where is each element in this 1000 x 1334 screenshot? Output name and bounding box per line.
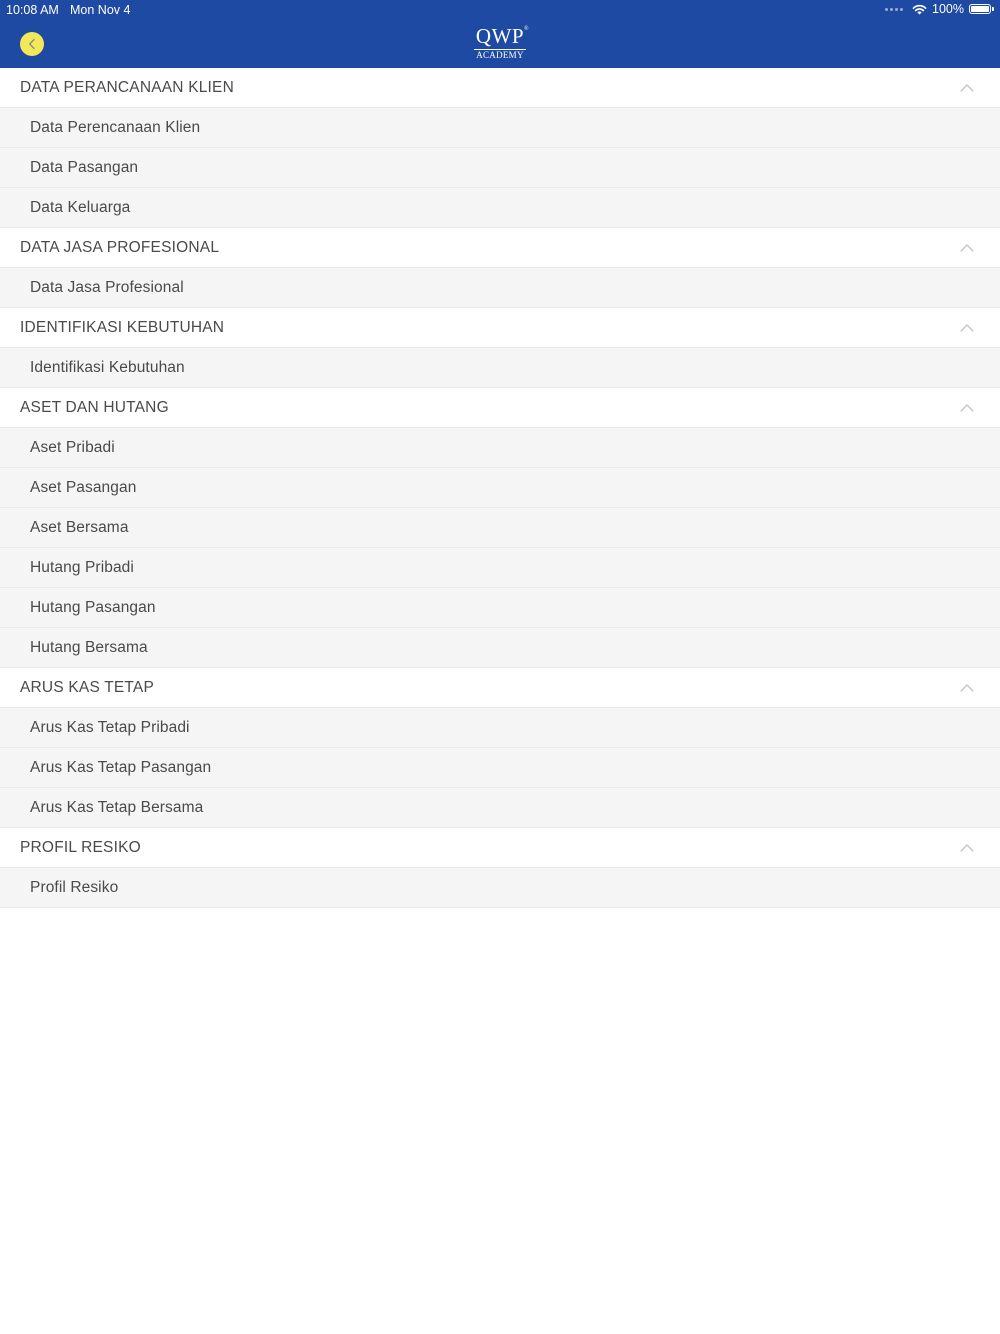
section-title: DATA PERANCANAAN KLIEN bbox=[20, 79, 234, 96]
list-item[interactable] bbox=[0, 468, 1000, 508]
list-item[interactable] bbox=[0, 188, 1000, 228]
section-title: ARUS KAS TETAP bbox=[20, 679, 155, 696]
list-item[interactable] bbox=[0, 348, 1000, 388]
list-item-label: Identifikasi Kebutuhan bbox=[30, 359, 185, 376]
chevron-up-icon[interactable] bbox=[960, 403, 974, 412]
wifi-icon bbox=[912, 4, 927, 15]
chevron-left-icon bbox=[27, 38, 37, 50]
chevron-up-icon[interactable] bbox=[960, 83, 974, 92]
chevron-up-icon[interactable] bbox=[960, 243, 974, 252]
list-item[interactable] bbox=[0, 428, 1000, 468]
list-item[interactable] bbox=[0, 708, 1000, 748]
list-item-label: Profil Resiko bbox=[30, 879, 119, 896]
section-header[interactable] bbox=[0, 228, 1000, 268]
list-item-label: Aset Pribadi bbox=[30, 439, 115, 456]
list-item[interactable] bbox=[0, 788, 1000, 828]
battery-icon bbox=[969, 4, 994, 14]
qwp-academy-logo bbox=[472, 26, 528, 60]
list-item[interactable] bbox=[0, 868, 1000, 908]
app-header bbox=[0, 0, 1000, 68]
section-header[interactable] bbox=[0, 308, 1000, 348]
logo-wordmark: QWP ® bbox=[475, 24, 530, 48]
list-item-label: Hutang Pribadi bbox=[30, 559, 134, 576]
battery-percent: 100% bbox=[932, 2, 964, 16]
list-item[interactable] bbox=[0, 748, 1000, 788]
list-item-label: Hutang Bersama bbox=[30, 639, 148, 656]
list-item[interactable] bbox=[0, 108, 1000, 148]
section-list bbox=[0, 68, 1000, 908]
logo-registered-mark: ® bbox=[524, 26, 530, 32]
section-header[interactable] bbox=[0, 388, 1000, 428]
list-item[interactable] bbox=[0, 628, 1000, 668]
chevron-up-icon[interactable] bbox=[960, 683, 974, 692]
list-item[interactable] bbox=[0, 508, 1000, 548]
status-time: 10:08 AM bbox=[6, 3, 59, 17]
section-title: IDENTIFIKASI KEBUTUHAN bbox=[20, 319, 225, 336]
list-item-label: Aset Pasangan bbox=[30, 479, 137, 496]
section-header[interactable] bbox=[0, 828, 1000, 868]
list-item-label: Data Keluarga bbox=[30, 199, 131, 216]
section-title: DATA JASA PROFESIONAL bbox=[20, 239, 220, 256]
section-title: ASET DAN HUTANG bbox=[20, 399, 169, 416]
list-item-label: Arus Kas Tetap Bersama bbox=[30, 799, 204, 816]
status-date: Mon Nov 4 bbox=[70, 3, 131, 17]
list-item-label: Data Pasangan bbox=[30, 159, 139, 176]
list-item[interactable] bbox=[0, 268, 1000, 308]
chevron-up-icon[interactable] bbox=[960, 843, 974, 852]
status-bar bbox=[0, 0, 1000, 20]
list-item[interactable] bbox=[0, 548, 1000, 588]
list-item[interactable] bbox=[0, 148, 1000, 188]
list-item-label: Aset Bersama bbox=[30, 519, 129, 536]
list-item-label: Arus Kas Tetap Pribadi bbox=[30, 719, 190, 736]
chevron-up-icon[interactable] bbox=[960, 323, 974, 332]
list-item-label: Hutang Pasangan bbox=[30, 599, 156, 616]
section-header[interactable] bbox=[0, 668, 1000, 708]
list-item[interactable] bbox=[0, 588, 1000, 628]
list-item-label: Data Jasa Profesional bbox=[30, 279, 184, 296]
signal-dots-icon bbox=[885, 8, 903, 11]
section-header[interactable] bbox=[0, 68, 1000, 108]
list-item-label: Data Perencanaan Klien bbox=[30, 119, 201, 136]
back-button[interactable] bbox=[20, 32, 44, 56]
section-title: PROFIL RESIKO bbox=[20, 839, 141, 856]
logo-subtitle: ACADEMY bbox=[476, 50, 524, 60]
status-indicators bbox=[885, 2, 994, 16]
list-item-label: Arus Kas Tetap Pasangan bbox=[30, 759, 212, 776]
